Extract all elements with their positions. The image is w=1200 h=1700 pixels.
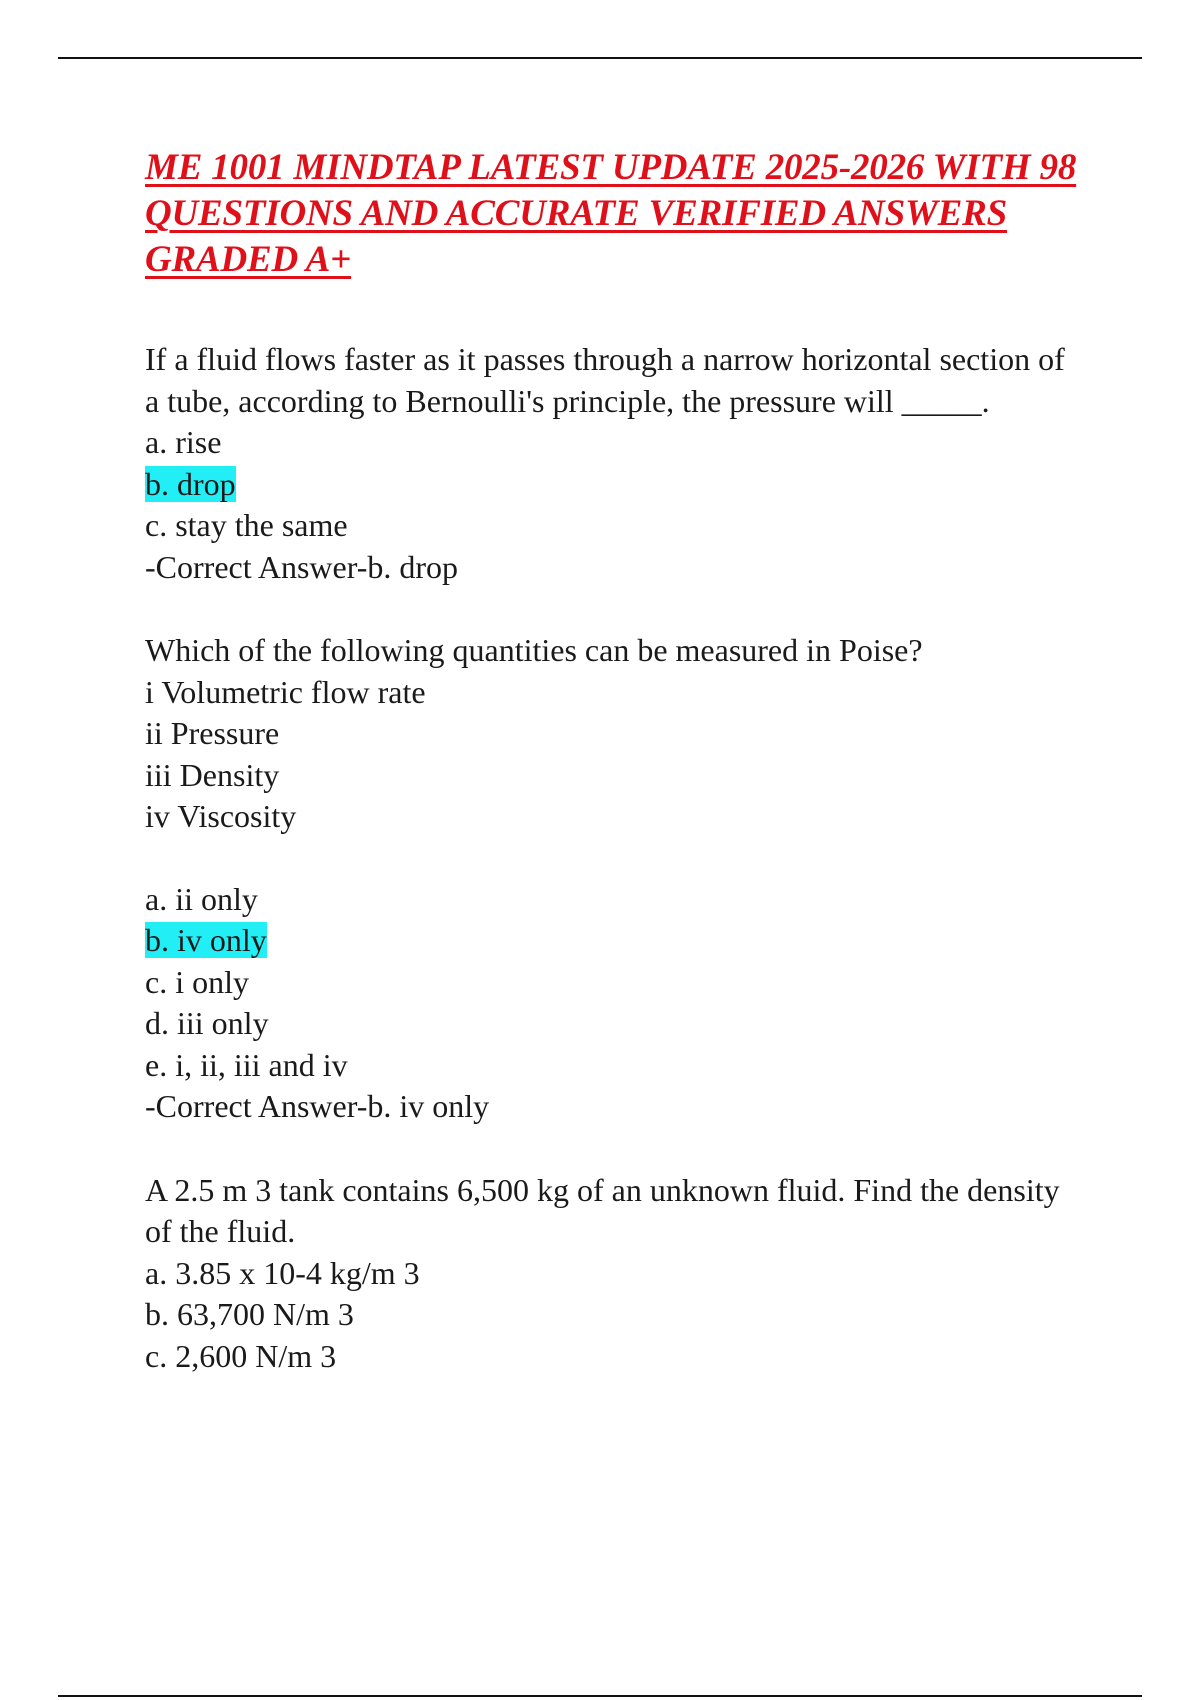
option-text: d. iii only [145, 1005, 269, 1041]
option-text: e. i, ii, iii and iv [145, 1046, 348, 1083]
correct-answer: -Correct Answer-b. drop [145, 548, 459, 585]
option-highlighted [145, 464, 1085, 506]
correct-answer: -Correct Answer-b. iv only [145, 1088, 490, 1124]
sub-item: iii Density [145, 756, 280, 793]
option-text: a. rise [145, 424, 222, 460]
question-2 [145, 630, 1085, 1128]
option [145, 879, 1085, 921]
document-body [145, 145, 1085, 1419]
option [145, 505, 1085, 547]
option [145, 422, 1085, 464]
sub-item: i Volumetric flow rate [145, 673, 426, 710]
option [145, 1294, 1085, 1336]
option [145, 1045, 1085, 1087]
option [145, 1253, 1085, 1295]
question-3 [145, 1170, 1085, 1378]
top-divider [58, 57, 1142, 59]
question-1 [145, 339, 1085, 588]
option [145, 1336, 1085, 1378]
question-prompt: If a fluid flows faster as it passes through a narrow horizontal section of a tube, according to Bernoulli's principle, the pressure will _____. [145, 341, 1065, 419]
option-text: a. 3.85 x 10-4 kg/m 3 [145, 1254, 420, 1291]
option-text: c. i only [145, 963, 249, 1000]
question-prompt: Which of the following quantities can be measured in Poise? [145, 632, 923, 668]
highlighted-option-text: b. iv only [145, 922, 267, 958]
option [145, 1003, 1085, 1045]
option [145, 962, 1085, 1004]
bottom-divider [58, 1695, 1142, 1697]
option-highlighted [145, 920, 1085, 962]
spacer [145, 838, 1085, 879]
sub-item: ii Pressure [145, 715, 280, 751]
question-prompt: A 2.5 m 3 tank contains 6,500 kg of an unknown fluid. Find the density of the fluid. [145, 1171, 1060, 1249]
option-text: a. ii only [145, 880, 258, 917]
sub-item: iv Viscosity [145, 798, 297, 834]
option-text: c. stay the same [145, 507, 348, 543]
option-text: c. 2,600 N/m 3 [145, 1337, 337, 1374]
document-title: ME 1001 MINDTAP LATEST UPDATE 2025-2026 WITH 98 QUESTIONS AND ACCURATE VERIFIED ANSWERS GRADED A+ [145, 147, 1077, 280]
highlighted-option-text: b. drop [145, 465, 236, 502]
option-text: b. 63,700 N/m 3 [145, 1296, 354, 1332]
